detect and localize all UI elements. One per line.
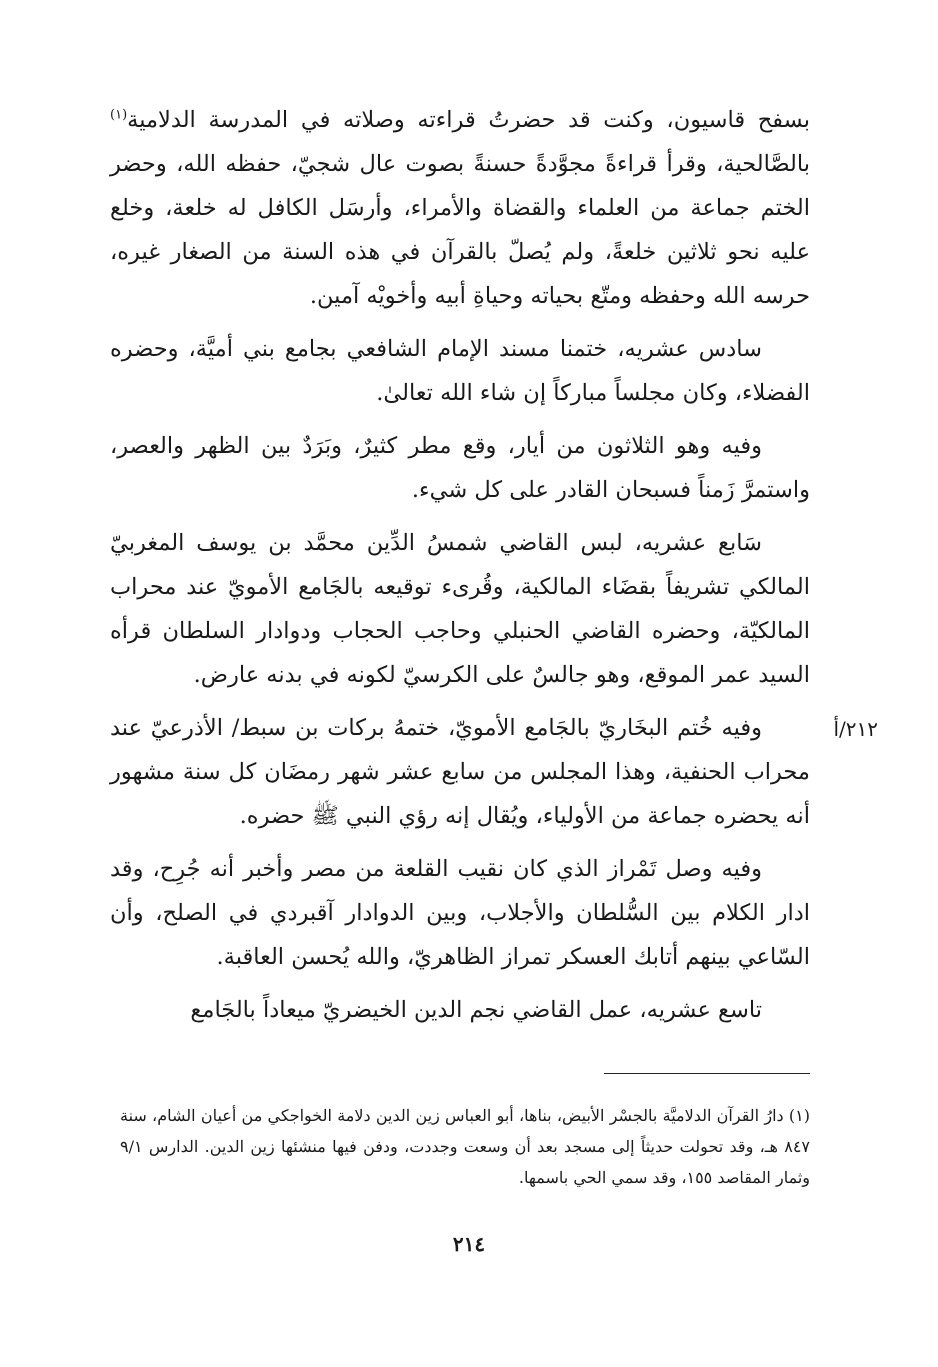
paragraph-1-start: بسفح قاسيون، وكنت قد حضرتُ قراءته وصلاته في المدرسة الدلامية xyxy=(127,107,810,133)
paragraph-3: وفيه وهو الثلاثون من أيار، وقع مطر كثيرٌ، وبَرَدٌ بين الظهر والعصر، واستمرَّ زَمناً فسبحان القادر على كل شيء. xyxy=(110,433,810,503)
paragraph-1 xyxy=(110,98,810,318)
main-text xyxy=(110,98,810,1041)
paragraph-7: تاسع عشريه، عمل القاضي نجم الدين الخيضريّ ميعاداً بالجَامع xyxy=(190,997,762,1023)
paragraph-4: سَابع عشريه، لبس القاضي شمسُ الدِّين محمَّد بن يوسف المغربيّ المالكي تشريفاً بقضَاء المالكية، وقُرىء توقيعه بالجَامع الأمويّ عند محراب المالكيّة، وحضره القاضي الحنبلي وحاجب الحجاب ودوادار السلطان قرأه السيد عمر الموقع، وهو جالسٌ على الكرسيّ لكونه في بدنه عارض. xyxy=(110,530,810,688)
paragraph-5: وفيه خُتم البخَاريّ بالجَامع الأمويّ، ختمهُ بركات بن سبط/ الأذرعيّ عند محراب الحنفية، وهذا المجلس من سابع عشر شهر رمضَان كل سنة مشهور أنه يحضره جماعة من الأولياء، ويُقال إنه رؤي النبي ﷺ حضره. xyxy=(110,715,810,829)
footnote: (١) دارُ القرآن الدلاميَّة بالجسْر الأبيض، بناها، أبو العباس زين الدين دلامة الخواجكي من أعيان الشام، سنة ٨٤٧ هـ، وقد تحولت حديثاً إلى مسجد بعد أن وسعت وجددت، ودفن فيها منشئها زين الدين. الدارس ٩/١ وثمار المقاصد ١٥٥، وقد سمي الحي باسمها. xyxy=(120,1106,810,1187)
page-number: ٢١٤ xyxy=(452,1232,486,1256)
footnote-divider xyxy=(604,1073,810,1074)
paragraph-1-rest: بالصَّالحية، وقرأ قراءةً مجوَّدةً حسنةً بصوت عال شجيّ، حفظه الله، وحضر الختم جماعة من العلماء والقضاة والأمراء، وأرسَل الكافل له خلعة، وخلع عليه نحو ثلاثين خلعةً، ولم يُصلّ بالقرآن في هذه السنة من الصغار غيره، حرسه الله وحفظه ومتّع بحياته وحياةِ أبيه وأخويْه آمين. xyxy=(110,151,810,309)
paragraph-2: سادس عشريه، ختمنا مسند الإمام الشافعي بجامع بني أميَّة، وحضره الفضلاء، وكان مجلساً مباركاً إن شاء الله تعالىٰ. xyxy=(110,336,810,406)
footnote-reference: (١) xyxy=(110,107,128,123)
paragraph-6: وفيه وصل تَمْراز الذي كان نقيب القلعة من مصر وأخبر أنه جُرِح، وقد ادار الكلام بين السُّلطان والأجلاب، وبين الدوادار آقبردي في الصلح، وأن السّاعي بينهم أتابك العسكر تمراز الظاهريّ، والله يُحسن العاقبة. xyxy=(110,856,810,970)
manuscript-folio-note: ٢١٢/أ xyxy=(833,717,878,741)
